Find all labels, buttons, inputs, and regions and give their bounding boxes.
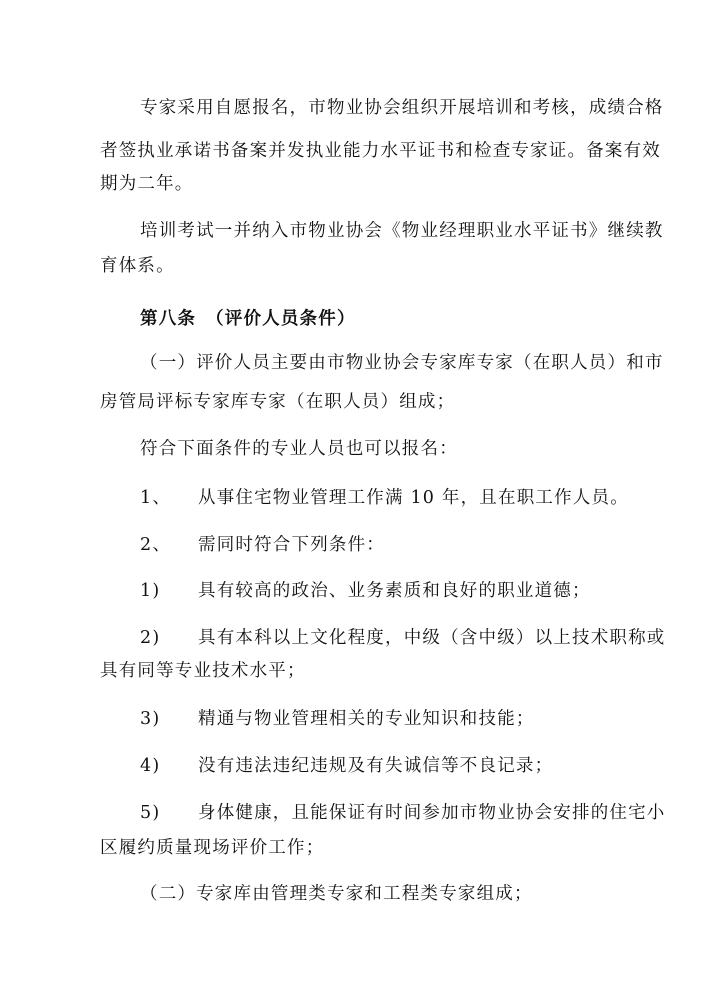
sub-condition-item [100,574,620,608]
sub-condition-number: 3) [140,709,161,729]
sub-condition-item [100,796,666,830]
sub-condition-continuation [100,831,620,865]
paragraph-line [100,134,661,168]
clause-line [100,385,620,419]
clause-line [100,877,620,911]
sub-condition-text: 具有同等专业技术水平； [100,661,306,681]
sub-condition-text: 具有较高的政治、业务素质和良好的职业道德； [198,581,591,601]
paragraph-text: 培训考试一并纳入市物业协会《物业经理职业水平证书》继续教 [140,221,664,241]
condition-item [100,528,620,562]
sub-condition-text: 没有违法违纪违规及有失诚信等不良记录； [198,756,554,776]
sub-condition-item [100,749,620,783]
sub-condition-number: 1) [140,581,161,601]
sub-condition-text: 身体健康，且能保证有时间参加市物业协会安排的住宅小 [198,803,666,823]
sub-condition-number: 5) [140,803,161,823]
paragraph-line [100,91,664,125]
condition-text: 从事住宅物业管理工作满 10 年，且在职工作人员。 [198,488,629,508]
sub-condition-number: 4) [140,756,161,776]
eligibility-intro [100,432,620,466]
condition-text: 需同时符合下列条件： [198,535,385,555]
clause-text: 房管局评标专家库专家（在职人员）组成； [100,392,456,412]
sub-condition-continuation [100,654,620,688]
paragraph-text: 者签执业承诺书备案并发执业能力水平证书和检查专家证。备案有效 [100,141,661,161]
paragraph-line [100,167,620,201]
paragraph-line [100,249,620,283]
condition-item [100,481,629,515]
clause-line [100,346,664,380]
sub-condition-number: 2) [140,628,161,648]
clause-text: （二）专家库由管理类专家和工程类专家组成； [140,884,533,904]
sub-condition-item [100,621,666,655]
sub-condition-item [100,702,620,736]
condition-number: 2、 [140,535,172,555]
eligibility-intro-text: 符合下面条件的专业人员也可以报名： [140,439,458,459]
paragraph-text: 期为二年。 [100,174,194,194]
paragraph-line [100,214,664,248]
paragraph-text: 专家采用自愿报名，市物业协会组织开展培训和考核，成绩合格 [140,98,664,118]
condition-number: 1、 [140,488,172,508]
paragraph-text: 育体系。 [100,256,175,276]
sub-condition-text: 具有本科以上文化程度，中级（含中级）以上技术职称或 [198,628,666,648]
section-heading [100,302,620,336]
section-heading-text: 第八条 （评价人员条件） [140,309,356,329]
clause-text: （一）评价人员主要由市物业协会专家库专家（在职人员）和市 [140,353,664,373]
sub-condition-text: 区履约质量现场评价工作； [100,838,325,858]
sub-condition-text: 精通与物业管理相关的专业知识和技能； [198,709,535,729]
